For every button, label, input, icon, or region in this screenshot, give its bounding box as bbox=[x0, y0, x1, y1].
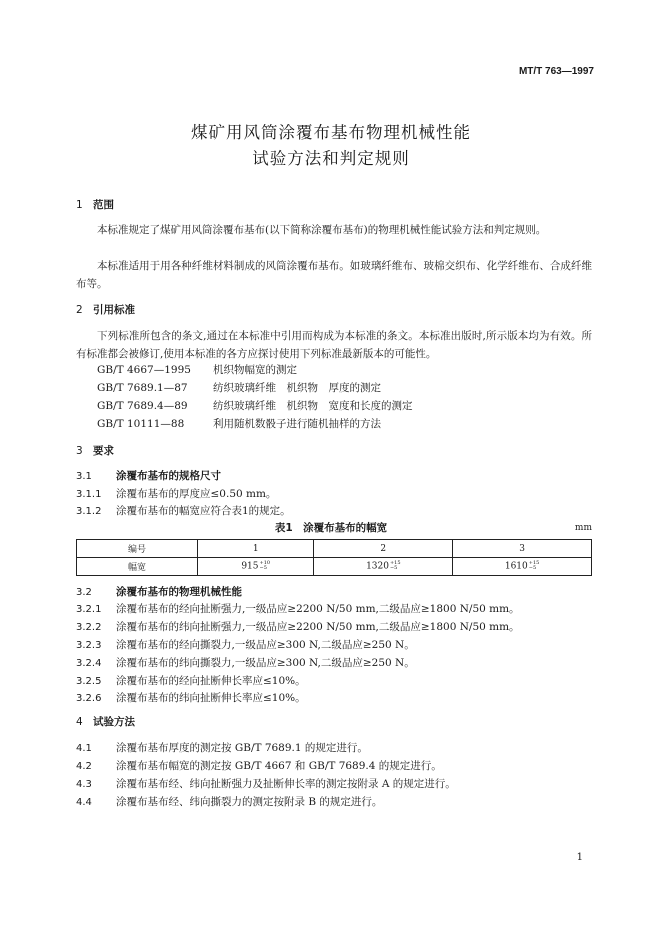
reference-code: GB/T 7689.4—89 bbox=[97, 400, 188, 412]
section-number: 3 bbox=[76, 445, 83, 457]
section-number: 1 bbox=[76, 199, 83, 211]
item-number: 3.1.2 bbox=[76, 506, 102, 517]
item-number: 3.2.1 bbox=[76, 604, 102, 615]
clause-item bbox=[76, 794, 382, 809]
reference-item bbox=[97, 416, 381, 431]
reference-code: GB/T 4667—1995 bbox=[97, 364, 191, 376]
table-cell: 2 bbox=[314, 540, 453, 558]
item-number: 4.3 bbox=[76, 779, 92, 790]
table-row-header: 编号 bbox=[77, 540, 198, 558]
item-number: 3.2.5 bbox=[76, 676, 102, 687]
clause-item bbox=[76, 637, 415, 652]
item-text: 涂覆布基布的经向撕裂力,一级品应≥300 N,二级品应≥250 N。 bbox=[116, 639, 415, 651]
item-text: 涂覆布基布的经向扯断强力,一级品应≥2200 N/50 mm,二级品应≥1800 N/50 mm。 bbox=[116, 603, 520, 615]
clause-item bbox=[76, 758, 442, 773]
item-label: 涂覆布基布的物理机械性能 bbox=[116, 586, 242, 598]
reference-item bbox=[97, 380, 381, 395]
reference-title: 机织物幅宽的测定 bbox=[213, 364, 297, 376]
reference-item bbox=[97, 398, 413, 413]
reference-item bbox=[97, 362, 297, 377]
item-number: 3.2.4 bbox=[76, 658, 102, 669]
document-title-line-1: 煤矿用风筒涂覆布基布物理机械性能 bbox=[191, 123, 471, 142]
table-cell: 1 bbox=[198, 540, 314, 558]
table-cell bbox=[453, 558, 592, 576]
tolerance bbox=[529, 561, 540, 571]
clause-item bbox=[76, 503, 291, 518]
section-1-paragraph-2: 本标准适用于用各种纤维材料制成的风筒涂覆布基布。如玻璃纤维布、玻棉交织布、化学纤维布、合成纤维布等。 bbox=[76, 260, 592, 290]
table-row-header: 幅宽 bbox=[77, 558, 198, 576]
tolerance-upper: +15 bbox=[528, 560, 540, 567]
clause-item bbox=[76, 673, 306, 688]
section-1-heading bbox=[76, 197, 114, 212]
tolerance-lower: −5 bbox=[259, 565, 267, 572]
clause-item bbox=[76, 740, 368, 755]
section-label: 范围 bbox=[93, 199, 114, 211]
item-number: 4.4 bbox=[76, 797, 92, 808]
reference-code: GB/T 7689.1—87 bbox=[97, 382, 188, 394]
item-number: 3.2.6 bbox=[76, 693, 102, 704]
reference-title: 利用随机数骰子进行随机抽样的方法 bbox=[213, 418, 381, 430]
table-cell: 3 bbox=[453, 540, 592, 558]
tolerance-upper: +10 bbox=[259, 560, 271, 567]
section-4-heading bbox=[76, 714, 135, 729]
section-label: 要求 bbox=[93, 445, 114, 457]
item-text: 涂覆布基布的经向扯断伸长率应≤10%。 bbox=[116, 675, 306, 687]
item-text: 涂覆布基布的纬向扯断强力,一级品应≥2200 N/50 mm,二级品应≥1800 N/50 mm。 bbox=[116, 621, 520, 633]
table-cell bbox=[198, 558, 314, 576]
clause-item bbox=[76, 655, 415, 670]
item-text: 涂覆布基布经、纬向扯断强力及扯断伸长率的测定按附录 A 的规定进行。 bbox=[116, 778, 456, 790]
table-cell bbox=[314, 558, 453, 576]
width-value: 915 bbox=[241, 561, 259, 572]
item-number: 3.2.3 bbox=[76, 640, 102, 651]
section-number: 2 bbox=[76, 304, 83, 316]
item-number: 3.2.2 bbox=[76, 622, 102, 633]
tolerance-upper: +15 bbox=[389, 560, 401, 567]
table-unit: mm bbox=[574, 523, 592, 533]
item-text: 涂覆布基布的纬向扯断伸长率应≤10%。 bbox=[116, 692, 306, 704]
section-2-paragraph: 下列标准所包含的条文,通过在本标准中引用而构成为本标准的条文。本标准出版时,所示版本均为有效。所有标准都会被修订,使用本标准的各方应探讨使用下列标准最新版本的可能性。 bbox=[76, 330, 592, 360]
item-text: 涂覆布基布厚度的测定按 GB/T 7689.1 的规定进行。 bbox=[116, 742, 368, 754]
section-number: 4 bbox=[76, 716, 83, 728]
tolerance bbox=[390, 561, 401, 571]
subsection-3-2-heading bbox=[76, 584, 242, 599]
clause-item bbox=[76, 486, 276, 501]
item-text: 涂覆布基布的厚度应≤0.50 mm。 bbox=[116, 488, 277, 500]
section-3-heading bbox=[76, 443, 114, 458]
width-value: 1320 bbox=[366, 561, 389, 572]
clause-item bbox=[76, 601, 520, 616]
width-value: 1610 bbox=[504, 561, 528, 572]
section-label: 引用标准 bbox=[93, 304, 135, 316]
reference-title: 纺织玻璃纤维 机织物 厚度的测定 bbox=[213, 382, 381, 394]
table-row bbox=[77, 558, 592, 576]
section-label: 试验方法 bbox=[93, 716, 135, 728]
subsection-3-1-heading bbox=[76, 468, 221, 483]
item-label: 涂覆布基布的规格尺寸 bbox=[116, 470, 221, 482]
reference-title: 纺织玻璃纤维 机织物 宽度和长度的测定 bbox=[213, 400, 413, 412]
item-number: 3.2 bbox=[76, 587, 92, 598]
item-number: 3.1 bbox=[76, 471, 92, 482]
item-text: 涂覆布基布经、纬向撕裂力的测定按附录 B 的规定进行。 bbox=[116, 796, 383, 808]
item-number: 4.1 bbox=[76, 743, 92, 754]
section-2-heading bbox=[76, 302, 135, 317]
document-title-line-2: 试验方法和判定规则 bbox=[252, 149, 410, 168]
tolerance-lower: −5 bbox=[528, 565, 537, 572]
item-text: 涂覆布基布的幅宽应符合表1的规定。 bbox=[116, 505, 291, 517]
width-spec-table bbox=[76, 539, 592, 576]
section-1-paragraph-1: 本标准规定了煤矿用风筒涂覆布基布(以下简称涂覆布基布)的物理机械性能试验方法和判定规则。 bbox=[97, 224, 547, 236]
table-caption: 表1 涂覆布基布的幅宽 bbox=[274, 522, 388, 534]
item-text: 涂覆布基布的纬向撕裂力,一级品应≥300 N,二级品应≥250 N。 bbox=[116, 657, 415, 669]
clause-item bbox=[76, 776, 456, 791]
standard-code: MT/T 763—1997 bbox=[518, 66, 594, 77]
table-row bbox=[77, 540, 592, 558]
item-text: 涂覆布基布幅宽的测定按 GB/T 4667 和 GB/T 7689.4 的规定进行。 bbox=[116, 760, 442, 772]
reference-code: GB/T 10111—88 bbox=[97, 418, 185, 430]
tolerance-lower: −5 bbox=[389, 565, 398, 572]
tolerance bbox=[260, 561, 271, 571]
item-number: 3.1.1 bbox=[76, 489, 102, 500]
page-number: 1 bbox=[576, 852, 583, 863]
clause-item bbox=[76, 690, 306, 705]
clause-item bbox=[76, 619, 520, 634]
item-number: 4.2 bbox=[76, 761, 92, 772]
